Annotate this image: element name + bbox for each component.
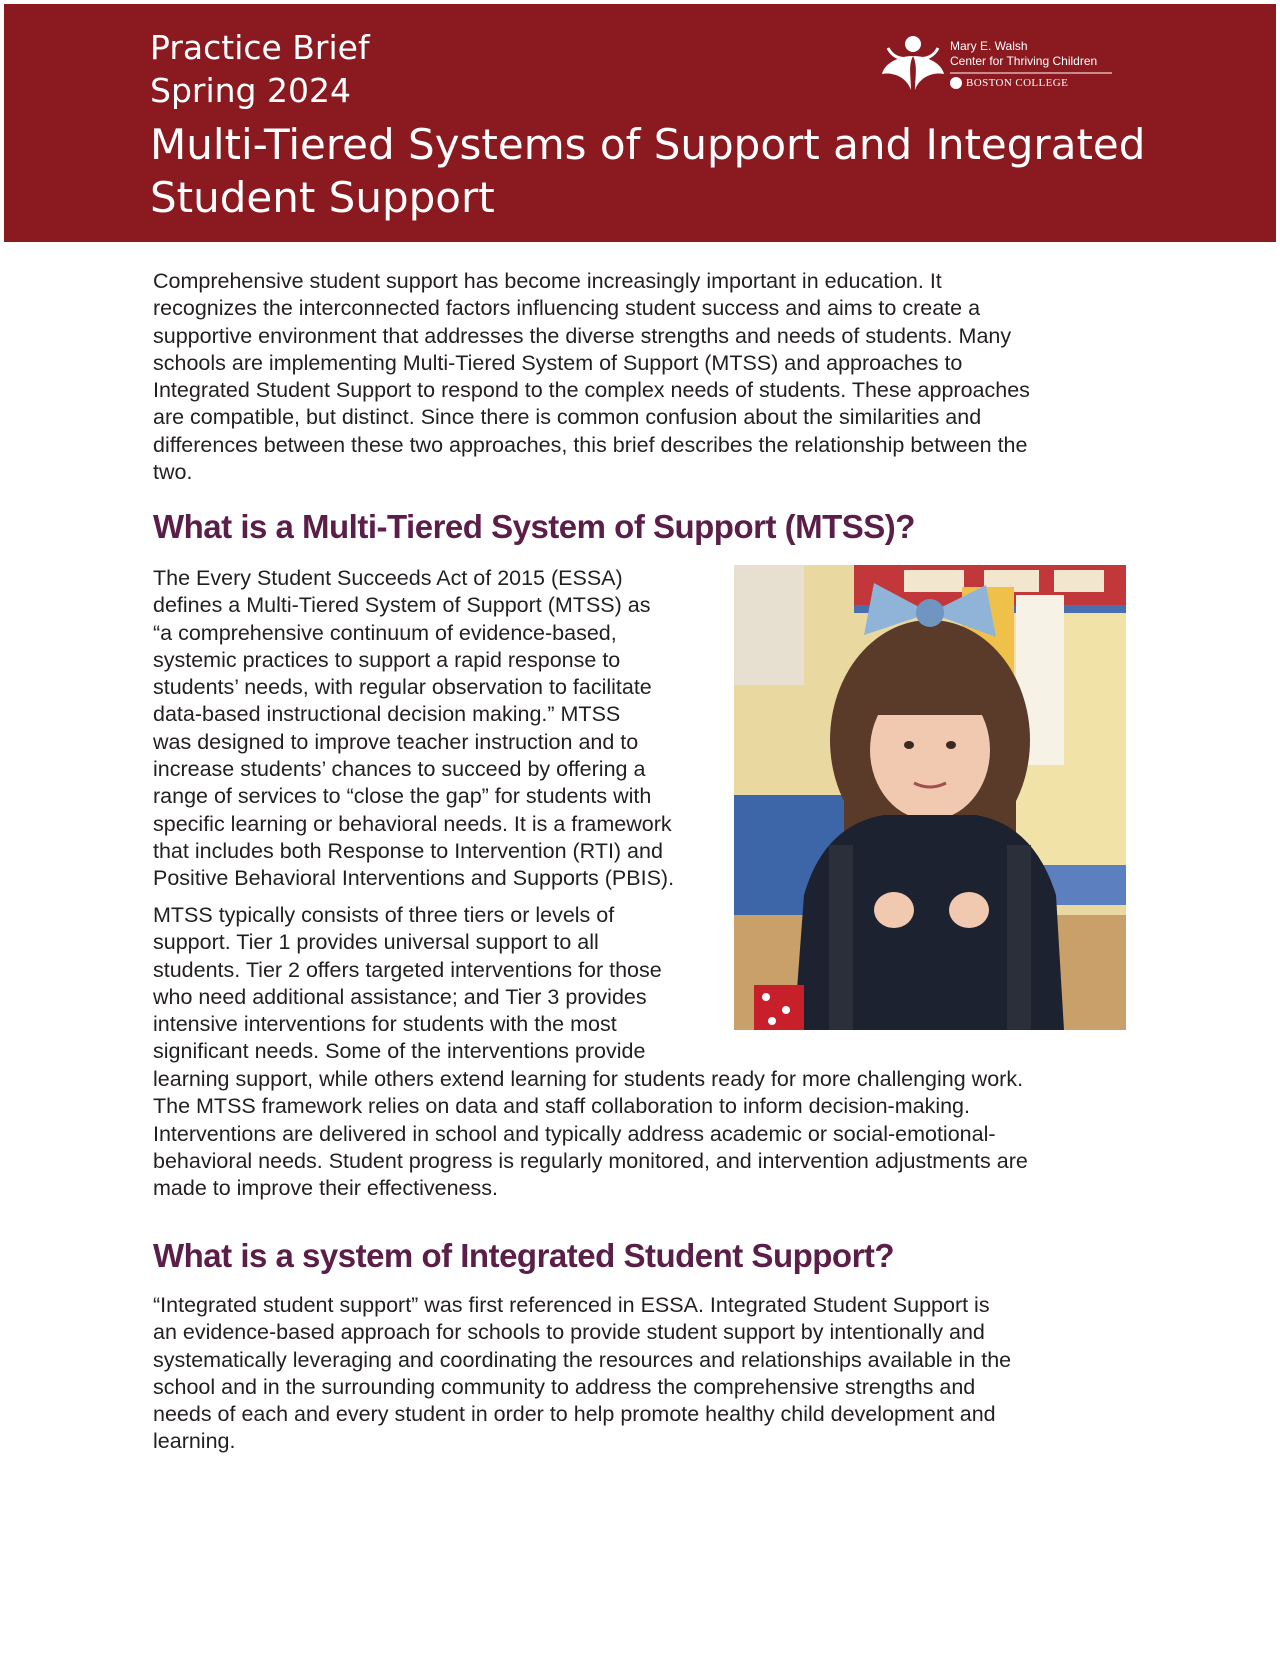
integrated-support-paragraph	[153, 1292, 1113, 1456]
mtss-tiers-paragraph-continued	[153, 1066, 1113, 1202]
text-line: behavioral needs. Student progress is regularly monitored, and intervention adjustments are	[153, 1148, 1028, 1173]
text-line: two.	[153, 460, 193, 485]
text-line: specific learning or behavioral needs. It is a framework	[153, 811, 672, 836]
title-line: Multi-Tiered Systems of Support and Integrated	[150, 120, 1146, 169]
text-line: MTSS typically consists of three tiers or levels of	[153, 903, 615, 927]
text-line: recognizes the interconnected factors influencing student success and aims to create a	[153, 296, 981, 321]
text-line: who need additional assistance; and Tier 3 provides	[153, 984, 647, 1009]
brief-type: Practice Brief	[150, 28, 370, 67]
bc-seal-icon	[950, 77, 962, 89]
text-line: students’ needs, with regular observation to facilitate	[153, 675, 652, 700]
center-logo	[878, 34, 1118, 94]
section-heading-mtss: What is a Multi-Tiered System of Support (MTSS)?	[153, 508, 915, 545]
text-line: learning.	[153, 1429, 236, 1454]
text-line: school and in the surrounding community to address the comprehensive strengths and	[153, 1374, 976, 1399]
brief-date: Spring 2024	[150, 71, 351, 110]
text-line: Integrated Student Support to respond to the complex needs of students. These approaches	[153, 378, 1030, 403]
logo-divider	[950, 72, 1112, 74]
page-title	[150, 118, 1150, 224]
logo-name-line: Center for Thriving Children	[950, 54, 1098, 68]
thriving-children-logo-icon	[878, 34, 948, 92]
title-line: Student Support	[150, 173, 495, 222]
text-line: defines a Multi-Tiered System of Support (MTSS) as	[153, 593, 651, 618]
text-line: made to improve their effectiveness.	[153, 1176, 498, 1201]
text-line: was designed to improve teacher instruction and to	[153, 729, 639, 754]
text-line: students. Tier 2 offers targeted interventions for those	[153, 957, 662, 982]
text-line: that includes both Response to Intervention (RTI) and	[153, 838, 663, 863]
text-line: systemic practices to support a rapid response to	[153, 647, 621, 672]
text-line: “a comprehensive continuum of evidence-based,	[153, 620, 617, 645]
text-line: The MTSS framework relies on data and staff collaboration to inform decision-making.	[153, 1094, 970, 1119]
text-line: systematically leveraging and coordinating the resources and relationships available in the	[153, 1347, 1012, 1372]
text-line: “Integrated student support” was first referenced in ESSA. Integrated Student Support is	[153, 1293, 990, 1317]
logo-name-line: Mary E. Walsh	[950, 39, 1028, 53]
text-line: needs of each and every student in order to help promote healthy child development and	[153, 1402, 996, 1427]
text-line: The Every Student Succeeds Act of 2015 (ESSA)	[153, 566, 623, 590]
student-photo-image	[734, 565, 1126, 1030]
text-line: are compatible, but distinct. Since there is common confusion about the similarities and	[153, 405, 982, 430]
text-line: intensive interventions for students with the most	[153, 1012, 617, 1037]
intro-paragraph	[153, 268, 1113, 486]
text-line: support. Tier 1 provides universal support to all	[153, 930, 599, 955]
text-line: increase students’ chances to succeed by offering a	[153, 757, 646, 782]
mtss-definition-paragraph	[153, 565, 723, 893]
text-line: learning support, while others extend learning for students ready for more challenging work.	[153, 1067, 1024, 1091]
student-photo	[734, 565, 1126, 1030]
text-line: data-based instructional decision making.” MTSS	[153, 702, 621, 727]
section-heading-integrated-support: What is a system of Integrated Student Support?	[153, 1237, 895, 1274]
text-line: Interventions are delivered in school and typically address academic or social-emotional-	[153, 1121, 996, 1146]
text-line: Positive Behavioral Interventions and Supports (PBIS).	[153, 866, 675, 891]
mtss-tiers-paragraph	[153, 902, 723, 1066]
text-line: supportive environment that addresses the diverse strengths and needs of students. Many	[153, 323, 1012, 348]
text-line: an evidence-based approach for schools to provide student support by intentionally and	[153, 1320, 985, 1345]
text-line: schools are implementing Multi-Tiered System of Support (MTSS) and approaches to	[153, 350, 963, 375]
text-line: differences between these two approaches, this brief describes the relationship between the	[153, 432, 1028, 457]
text-line: significant needs. Some of the interventions provide	[153, 1039, 646, 1064]
text-line: range of services to “close the gap” for students with	[153, 784, 652, 809]
text-line: Comprehensive student support has become increasingly important in education. It	[153, 269, 942, 293]
logo-institution: BOSTON COLLEGE	[966, 77, 1069, 89]
